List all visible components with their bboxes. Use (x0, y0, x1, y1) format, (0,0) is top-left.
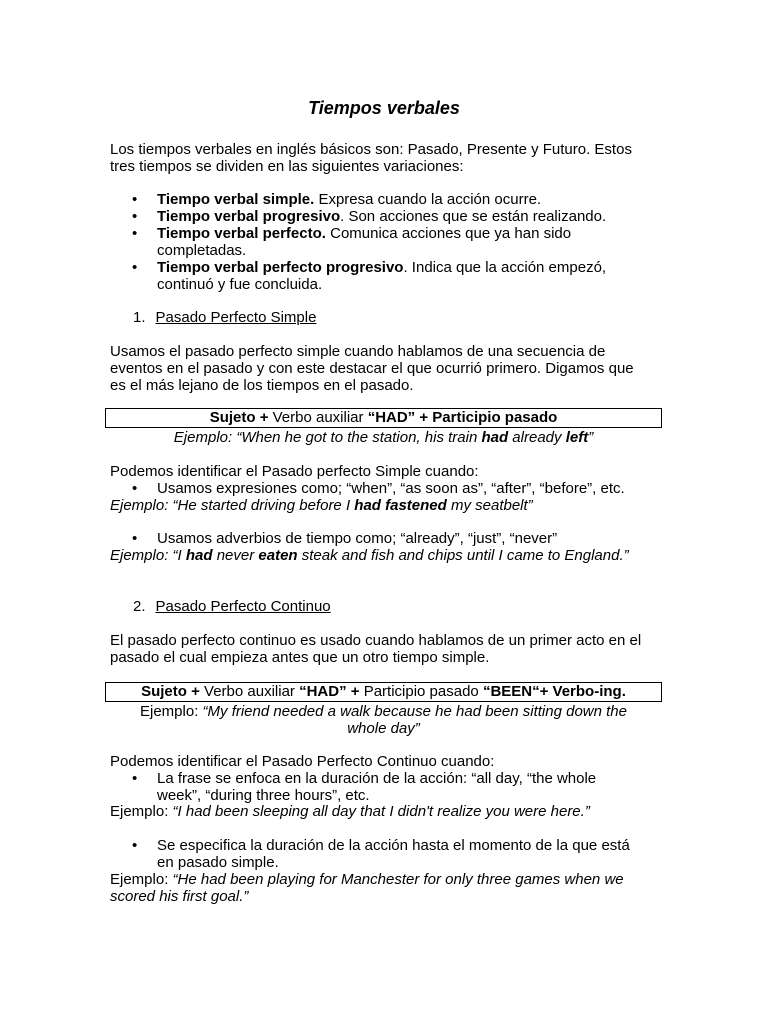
bullet-term: Tiempo verbal perfecto. (157, 225, 326, 242)
formula-had: “HAD” + (299, 683, 360, 700)
bullet-line: en pasado simple. (157, 854, 279, 871)
bullet-item: • Usamos expresiones como; “when”, “as soon as”, “after”, “before”, etc. (157, 480, 657, 497)
bullet-text-continued: completadas. (157, 242, 247, 259)
identify-heading-2: Podemos identificar el Pasado Perfecto Continuo cuando: (110, 753, 495, 770)
bullet-term: Tiempo verbal perfecto progresivo (157, 259, 404, 276)
intro-paragraph (110, 141, 658, 175)
paragraph-line: eventos en el pasado y con este destacar el que ocurrió primero. Digamos que (110, 360, 634, 377)
example-emphasis: had (481, 429, 509, 446)
bullet-line: • La frase se enfoca en la duración de la acción: “all day, “the whole (157, 770, 597, 787)
bullet-line: • Se especifica la duración de la acción hasta el momento de la que está (157, 837, 630, 854)
bullet-item (157, 770, 657, 804)
example-text: Ejemplo: “I (110, 547, 186, 564)
bullet-text: Expresa cuando la acción ocurre. (314, 191, 542, 208)
formula-been: “BEEN“+ Verbo-ing. (482, 683, 626, 700)
bullet-item (157, 259, 657, 293)
paragraph-line: El pasado perfecto continuo es usado cuando hablamos de un primer acto en el (110, 632, 642, 649)
formula-example-2 (105, 703, 662, 737)
formula-subject: Sujeto + (209, 409, 269, 426)
section-title: Pasado Perfecto Continuo (155, 598, 331, 615)
section2-paragraph (110, 632, 658, 666)
bullet-item (157, 208, 657, 225)
bullet-text: . Indica que la acción empezó, (403, 259, 607, 276)
example-label: Ejemplo: (110, 871, 173, 888)
formula-aux: Verbo auxiliar (268, 409, 368, 426)
example-text: never (212, 547, 259, 564)
bullet-item (157, 191, 657, 208)
section-heading-2 (133, 598, 331, 615)
example-emphasis: had (185, 547, 213, 564)
example-text: “My friend needed a walk because he had been sitting down the (202, 703, 627, 720)
formula-example-1 (105, 429, 662, 446)
paragraph-line: es el más lejano de los tiempos en el pasado. (110, 377, 414, 394)
bullet-item (157, 225, 657, 259)
section-heading-1 (133, 309, 316, 326)
formula-box-1 (105, 408, 662, 428)
example-text: “He had been playing for Manchester for only three games when we (172, 871, 624, 888)
example-text: “I had been sleeping all day that I didn't realize you were here.” (172, 803, 590, 820)
example-label: Ejemplo: (140, 703, 203, 720)
example-emphasis: left (565, 429, 589, 446)
bullet-term: Tiempo verbal progresivo (157, 208, 341, 225)
bullet-line: week”, “during three hours”, etc. (157, 787, 370, 804)
example-text: Ejemplo: “When he got to the station, his train (173, 429, 482, 446)
case-example (110, 871, 658, 905)
example-text: Ejemplo: “He started driving before I (110, 497, 355, 514)
page-title: Tiempos verbales (308, 98, 460, 118)
case-example (110, 497, 670, 514)
bullet-text: Comunica acciones que ya han sido (325, 225, 572, 242)
example-text: my seatbelt” (446, 497, 533, 514)
section-number: 2. (133, 598, 146, 615)
formula-participle: “HAD” + Participio pasado (367, 409, 558, 426)
formula-subject: Sujeto + (141, 683, 200, 700)
paragraph-line: pasado el cual empieza antes que un otro tiempo simple. (110, 649, 490, 666)
case-example (110, 803, 658, 820)
section1-paragraph (110, 343, 658, 394)
section-number: 1. (133, 309, 146, 326)
formula-box-2 (105, 682, 662, 702)
intro-line: Los tiempos verbales en inglés básicos son: Pasado, Presente y Futuro. Estos (110, 141, 632, 158)
bullet-text: . Son acciones que se están realizando. (340, 208, 607, 225)
intro-line: tres tiempos se dividen en las siguientes variaciones: (110, 158, 464, 175)
formula-aux: Verbo auxiliar (199, 683, 300, 700)
bullet-item (157, 837, 657, 871)
example-label: Ejemplo: (110, 803, 173, 820)
bullet-term: Tiempo verbal simple. (157, 191, 315, 208)
example-text: scored his first goal.” (110, 888, 249, 905)
example-emphasis: eaten (258, 547, 298, 564)
bullet-item: • Usamos adverbios de tiempo como; “already”, “just”, “never” (157, 530, 657, 547)
example-text: already (508, 429, 566, 446)
identify-heading-1: Podemos identificar el Pasado perfecto Simple cuando: (110, 463, 479, 480)
example-emphasis: had fastened (354, 497, 447, 514)
section-title: Pasado Perfecto Simple (155, 309, 317, 326)
example-text: ” (588, 429, 594, 446)
formula-participle: Participio pasado (359, 683, 483, 700)
case-example (110, 547, 670, 564)
example-text: whole day” (347, 720, 420, 737)
example-text: steak and fish and chips until I came to England.” (297, 547, 629, 564)
paragraph-line: Usamos el pasado perfecto simple cuando hablamos de una secuencia de (110, 343, 606, 360)
bullet-text-continued: continuó y fue concluida. (157, 276, 323, 293)
